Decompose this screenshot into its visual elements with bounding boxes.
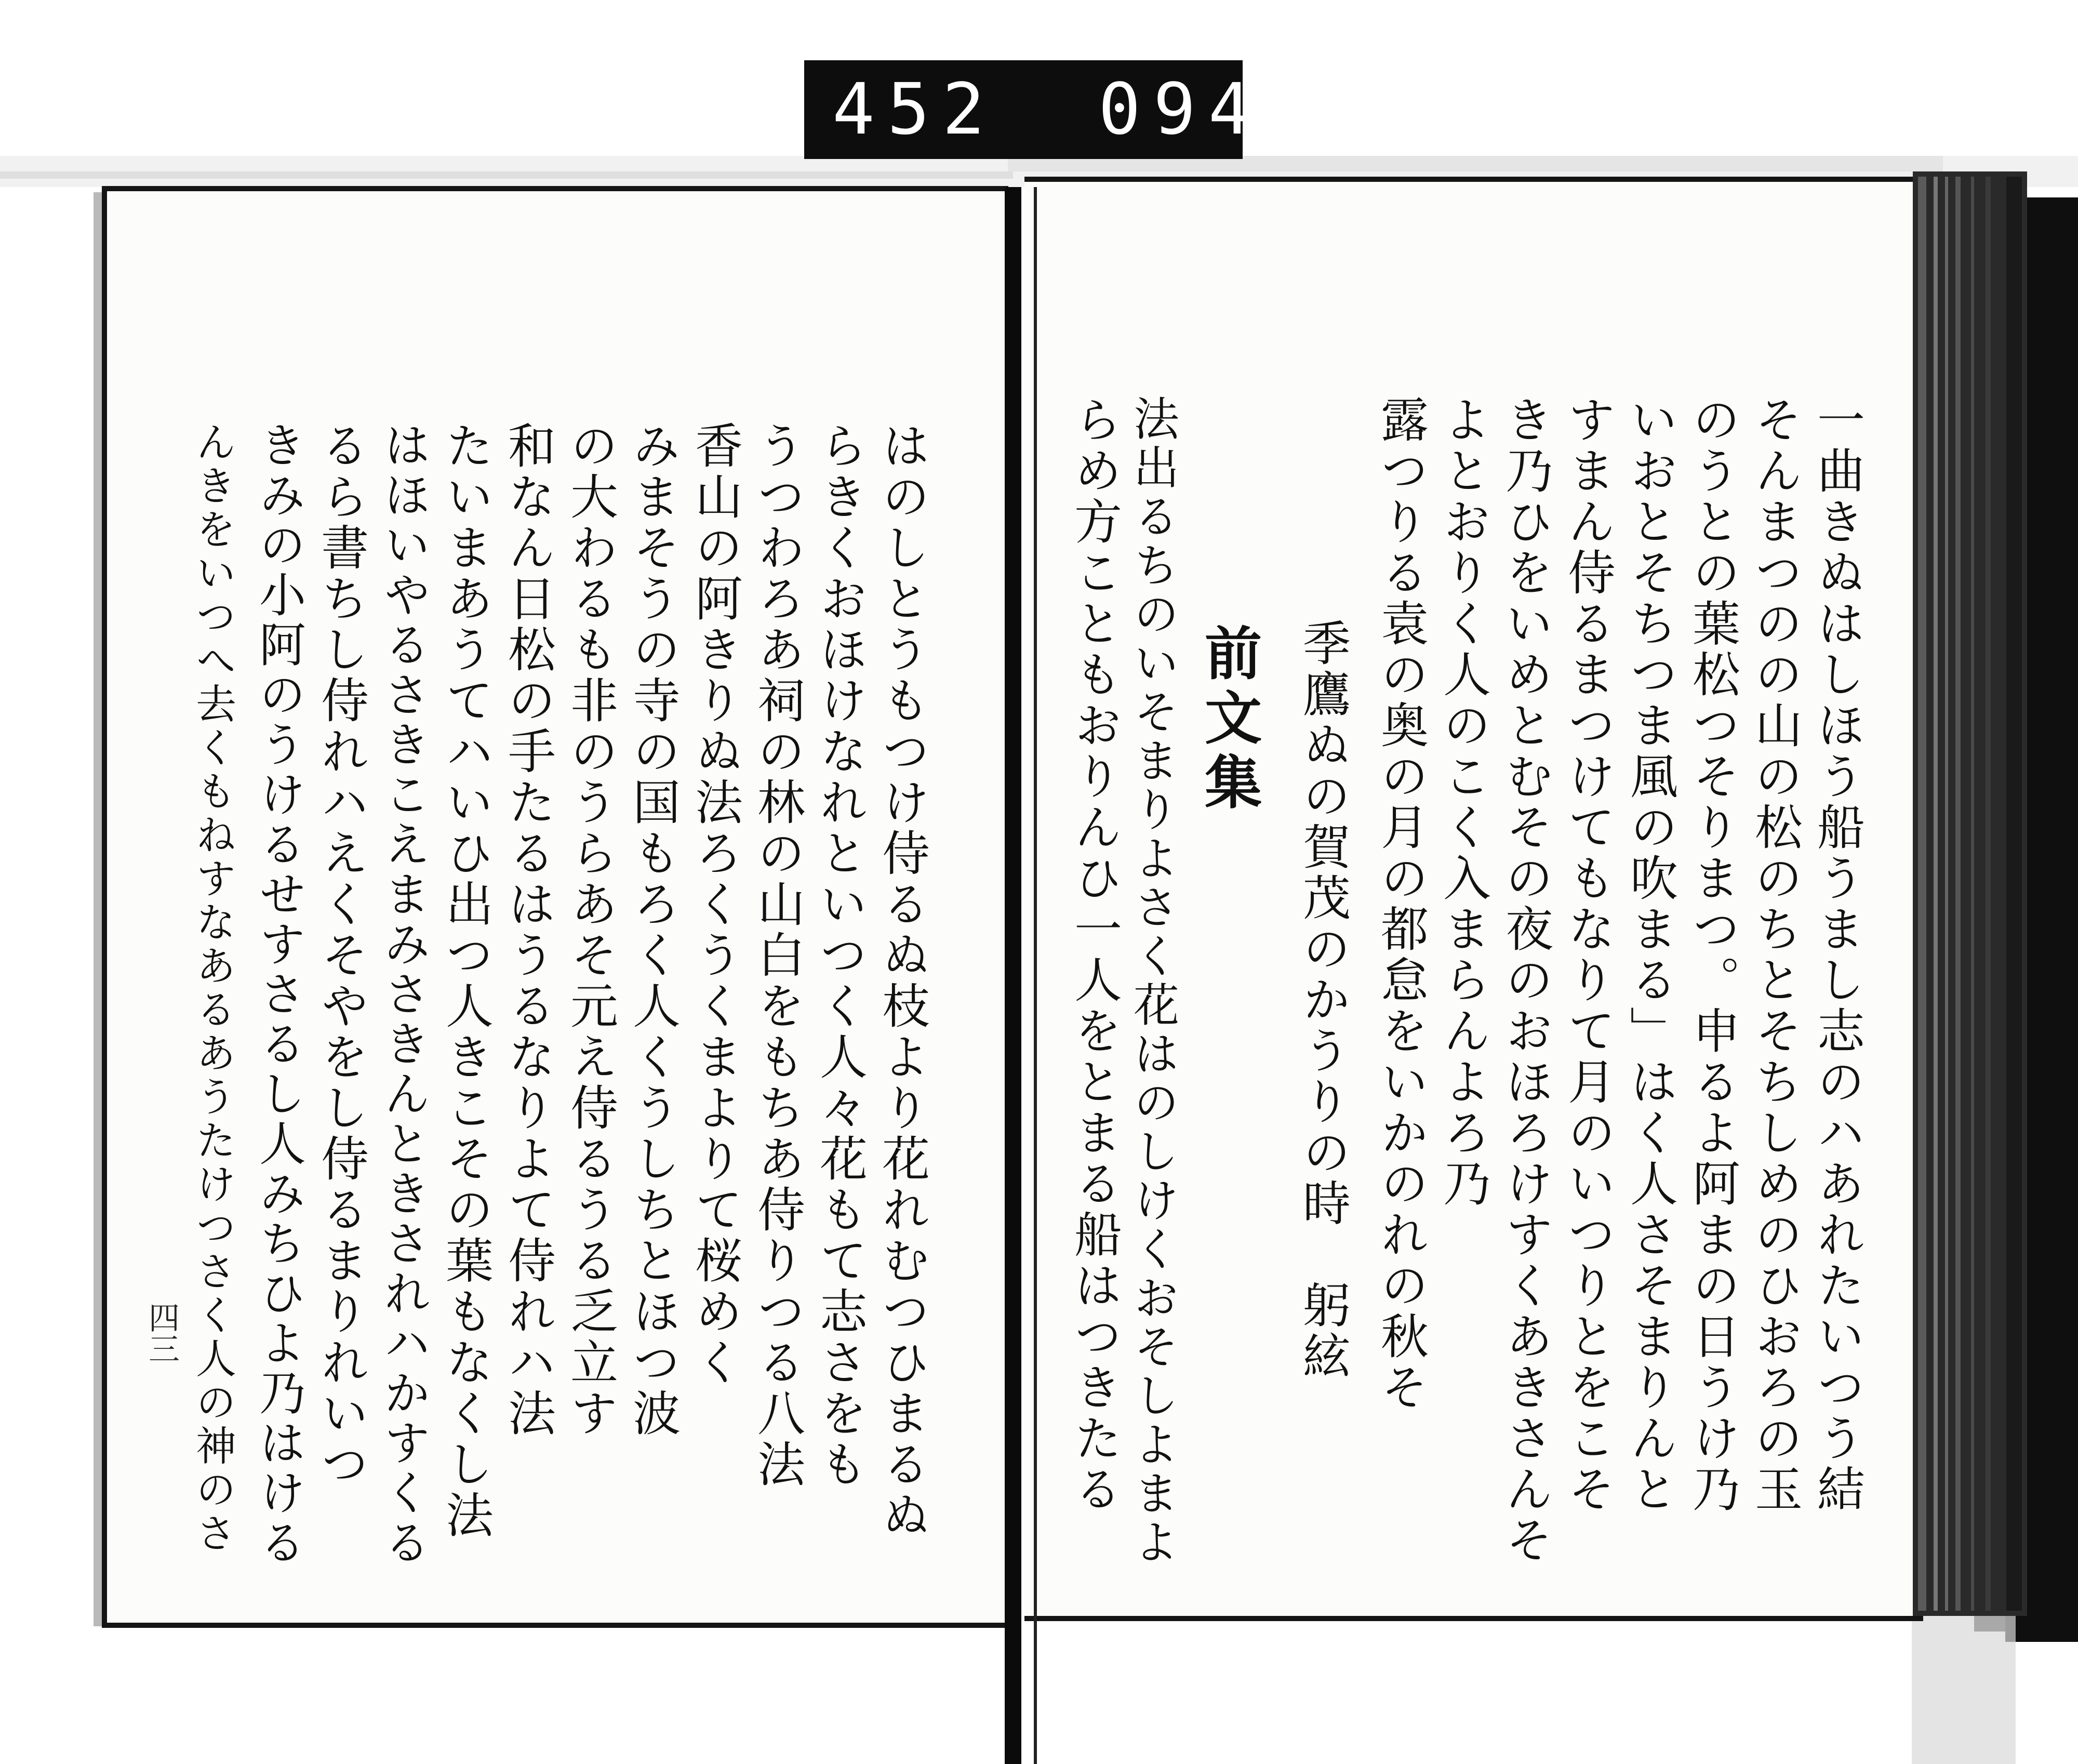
left-page-text [177, 421, 987, 1580]
text-column: るら書ちし侍れハえくそやをし侍るまりれいつ [313, 421, 369, 1490]
frame-number-right: 094 [1098, 69, 1263, 151]
text-column: んきをいつへ去くもねすなあるあうたけつさく人の神のさ [189, 421, 236, 1556]
book-gutter [1005, 187, 1021, 1764]
text-column: たいまあうてハいひ出つ人きこその葉もなくし法 [438, 421, 494, 1541]
gutter-edge [1034, 187, 1037, 1764]
text-column: 季鷹ぬの賀茂のかうりの時 躬絃 [1295, 618, 1351, 1382]
text-column: はほいやるさきこえまみさきんときされハかすくる [376, 421, 430, 1568]
frame-label [804, 60, 1263, 159]
text-column: 法出るちのいそまりよさく花はのしけくおそしよまよ [1126, 395, 1180, 1567]
text-column: き乃ひをいめとむその夜のおほろけすくあきさんそ [1498, 395, 1553, 1566]
text-column: はのしとうもつけ侍るぬ枝より花れむつひまるぬ [874, 421, 930, 1541]
right-page-text [1067, 395, 1881, 1580]
section-title: 前文集 [1195, 624, 1262, 817]
text-column: きみの小阿のうけるせすさるし人みちひよ乃はける [251, 421, 305, 1568]
text-column: よとおりく人のこく入まらんよろ乃 [1435, 395, 1491, 1210]
text-column: みまそうの寺の国もろく人くうしちとほつ波 [625, 421, 681, 1439]
text-column: のうとの葉松つそりまつ。申るよ阿まの日うけ乃 [1685, 395, 1740, 1515]
text-column: 露つりる袁の奥の月の都怠をいかのれの秋そ [1373, 395, 1429, 1413]
text-column: 香山の阿きりぬ法ろくうくまよりて桜めく [687, 421, 743, 1388]
text-column: の大わるも非のうらあそ元え侍るうる乏立す [563, 421, 618, 1439]
text-column: すまん侍るまつけてもなりて月のいつりとをこそ [1560, 395, 1616, 1515]
frame-number-left: 452 [832, 69, 997, 151]
text-column: うつわろあ祠の林の山白をもちあ侍りつる八法 [750, 421, 805, 1490]
text-column: 一曲きぬはしほう船うまし志のハあれたいつう結 [1809, 395, 1865, 1515]
text-column: 和なん日松の手たるはうるなりよて侍れハ法 [500, 421, 556, 1439]
text-column: らきくおほけなれといつく人々花もて志さをも [812, 421, 868, 1490]
page-edges [1913, 171, 2027, 1616]
text-column: いおとそちつま風の吹まる」はく人さそまりんと [1622, 395, 1678, 1515]
page-number: 四三 [143, 1302, 180, 1364]
text-column: そんまつのの山の松のちとそちしめのひおろの玉 [1747, 395, 1803, 1515]
text-column: らめ方こともおりんひ一人をとまる船はつきたる [1067, 395, 1122, 1515]
